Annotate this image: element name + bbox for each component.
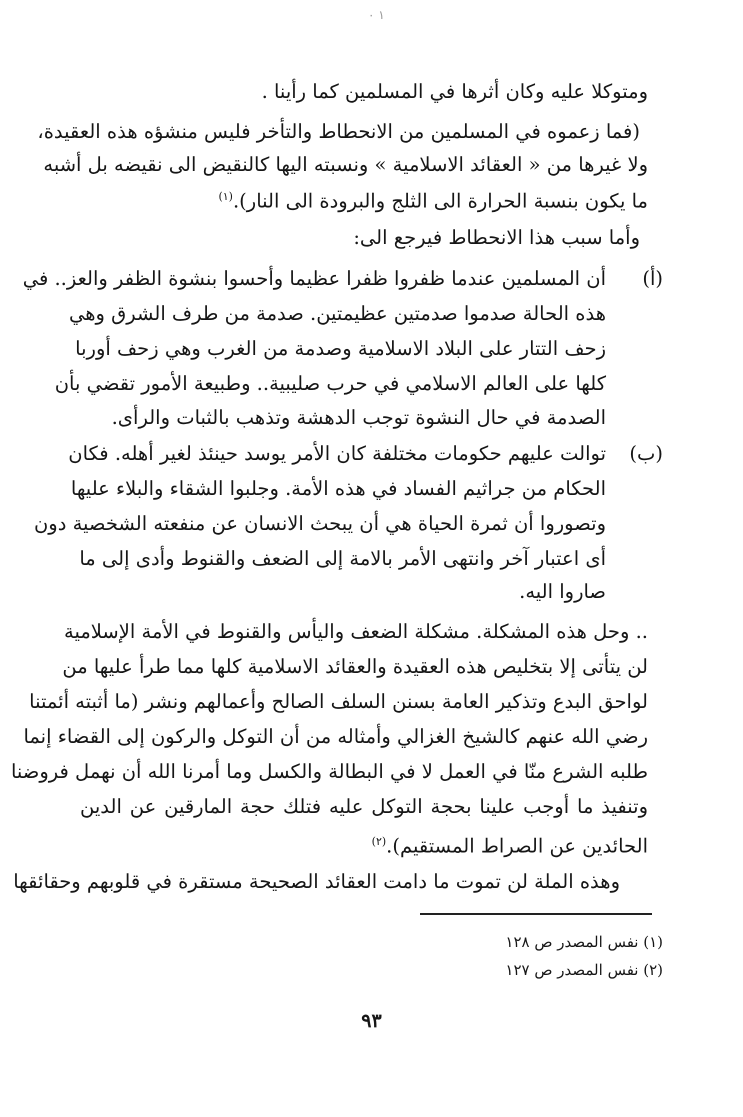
item-b-marker: (ب) — [629, 442, 663, 465]
item-a-line-3: زحف التتار على البلاد الاسلامية وصدمة من الغرب وهي زحف أوربا — [75, 337, 606, 360]
line-1: ومتوكلا عليه وكان أثرها في المسلمين كما رأينا . — [261, 80, 648, 103]
para-c-line-7-text: الحائدين عن الصراط المستقيم). — [386, 834, 648, 858]
line-5: وأما سبب هذا الانحطاط فيرجع الى: — [353, 226, 640, 249]
para-c-line-4: رضي الله عنهم كالشيخ الغزالي وأمثاله من أن التوكل والركون إلى القضاء إنما — [23, 725, 648, 748]
para-c-line-7 — [350, 829, 648, 860]
footnote-2: (٢) نفس المصدر ص ١٢٧ — [505, 961, 663, 979]
item-b-line-5: صاروا اليه. — [519, 580, 606, 603]
item-a-marker: (أ) — [642, 267, 663, 290]
para-c-line-1: .. وحل هذه المشكلة. مشكلة الضعف واليأس والقنوط في الأمة الإسلامية — [64, 620, 648, 643]
item-b-line-2: الحكام من جراثيم الفساد في هذه الأمة. وجلبوا الشقاء والبلاء عليها — [70, 477, 606, 500]
para-c-line-3: لواحق البدع وتذكير العامة بسنن السلف الصالح وأعمالهم ونشر (ما أثبته أئمتنا — [29, 690, 648, 713]
para-c-line-2: لن يتأتى إلا بتخليص هذه العقيدة والعقائد الاسلامية كلها مما طرأ عليها من — [62, 655, 648, 678]
line-2: (فما زعموه في المسلمين من الانحطاط والتأخر فليس منشؤه هذه العقيدة، — [37, 120, 640, 143]
para-d-line-1: وهذه الملة لن تموت ما دامت العقائد الصحيحة مستقرة في قلوبهم وحقائقها — [13, 870, 620, 893]
item-b-line-1: توالت عليهم حكومات مختلفة كان الأمر يوسد حينئذ لغير أهله. فكان — [68, 442, 606, 465]
page-number: ٩٣ — [361, 1010, 382, 1032]
item-a-line-1: أن المسلمين عندما ظفروا ظفرا عظيما وأحسوا بنشوة الظفر والعز.. في — [22, 267, 606, 290]
top-mark: ١ ٠ — [368, 8, 385, 22]
item-a-line-4: كلها على العالم الاسلامي في حرب صليبية.. وطبيعة الأمور تقضي بأن — [54, 372, 606, 395]
item-b-line-3: وتصوروا أن ثمرة الحياة هي أن يبحث الانسان عن منفعته الشخصية دون — [33, 512, 606, 535]
para-c-line-6: وتنفيذ ما أوجب علينا بحجة التوكل عليه فتلك حجة المارقين عن الدين — [80, 795, 648, 818]
para-c-line-5: طلبه الشرع منّا في العمل لا في البطالة والكسل وما أمرنا الله أن نهمل فروضنا — [10, 760, 648, 783]
footnote-divider — [420, 913, 652, 915]
footnote-ref-2: (٢) — [371, 835, 387, 848]
item-a-line-5: الصدمة في حال النشوة توجب الدهشة وتذهب بالثبات والرأى. — [111, 406, 606, 429]
line-4 — [200, 184, 648, 215]
line-3: ولا غيرها من « العقائد الاسلامية » ونسبته اليها كالنقيض الى نقيضه بل أشبه — [43, 153, 648, 176]
line-4-text: ما يكون بنسبة الحرارة الى الثلج والبرودة الى النار). — [232, 189, 648, 213]
item-b-line-4: أى اعتبار آخر وانتهى الأمر بالامة إلى الضعف والقنوط وأدى إلى ما — [79, 547, 606, 570]
footnote-ref-1: (١) — [218, 190, 233, 203]
item-a-line-2: هذه الحالة صدموا صدمتين عظيمتين. صدمة من طرف الشرق وهي — [68, 302, 606, 325]
footnote-1: (١) نفس المصدر ص ١٢٨ — [505, 933, 663, 951]
